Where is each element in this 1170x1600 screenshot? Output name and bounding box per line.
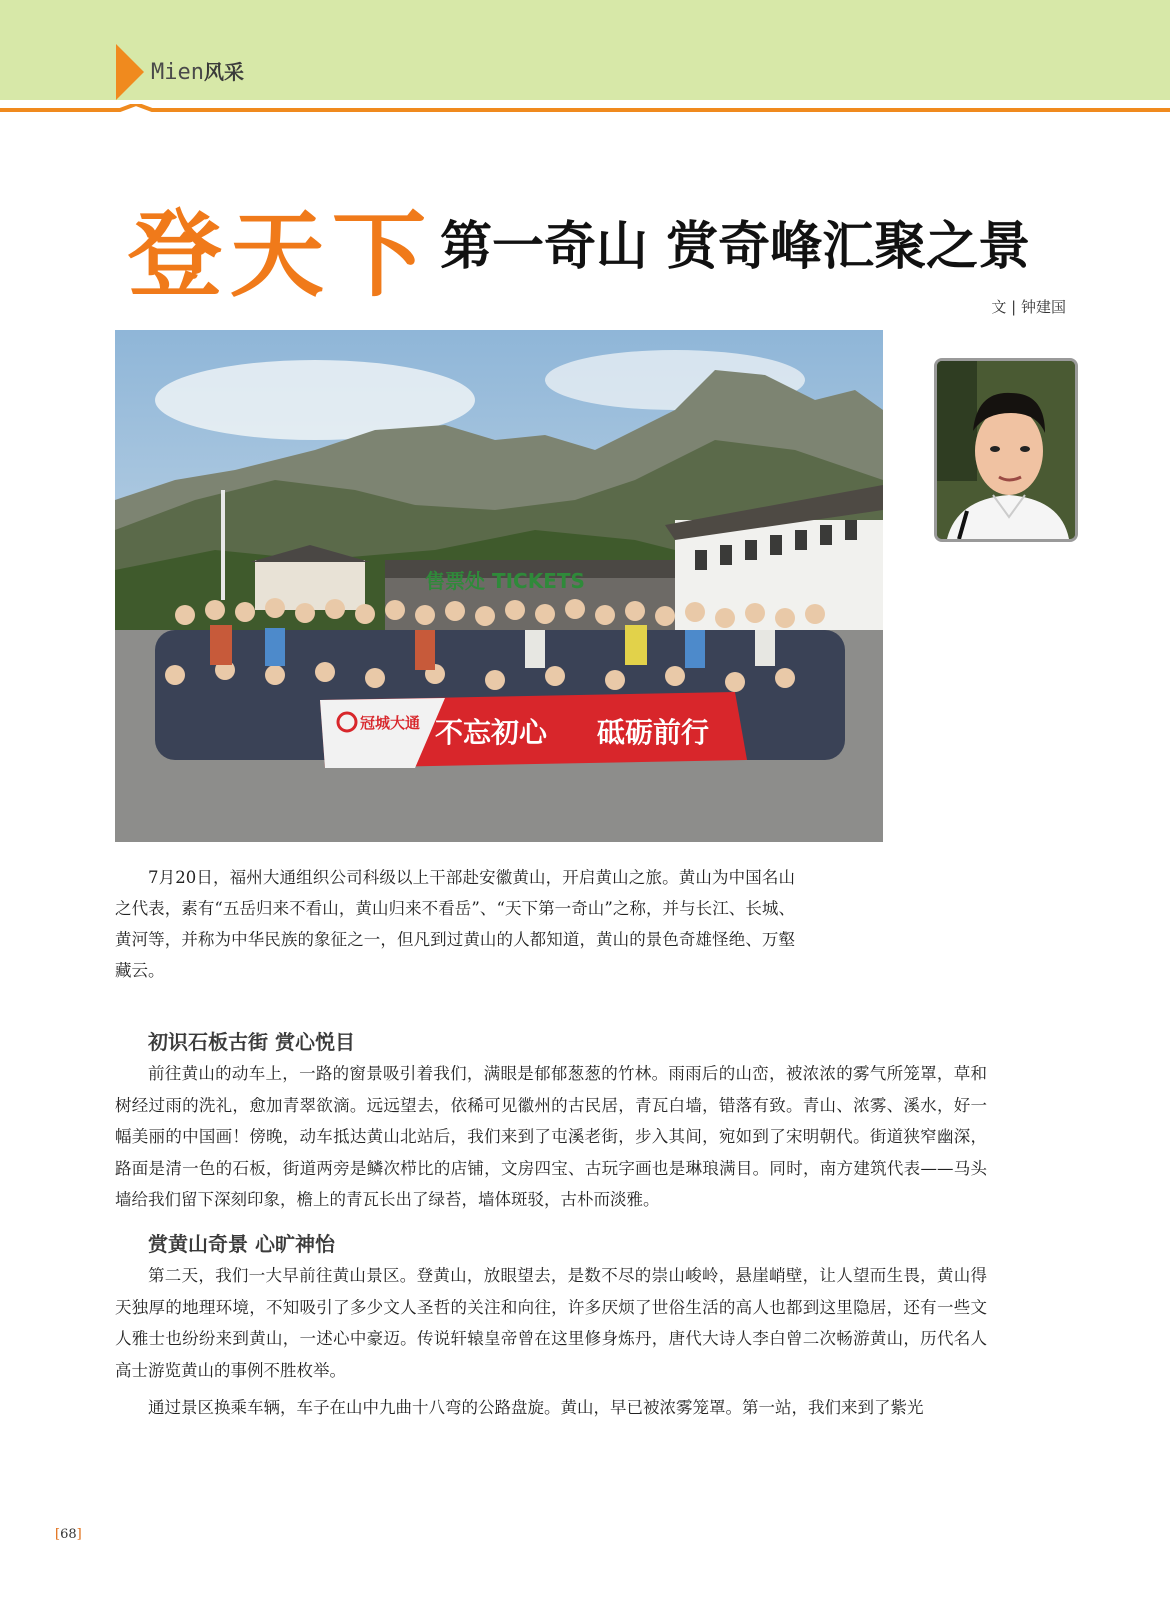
group-photo bbox=[115, 330, 883, 842]
section-2-paragraph-2: 通过景区换乘车辆，车子在山中九曲十八弯的公路盘旋。黄山，早已被浓雾笼罩。第一站，我们来到了紫光 bbox=[148, 1398, 924, 1417]
tickets-sign: 售票处 TICKETS bbox=[425, 569, 585, 593]
banner-logo: 冠城大通 bbox=[360, 714, 421, 732]
page-number: [68] bbox=[55, 1527, 82, 1542]
section-1-paragraph: 前往黄山的动车上，一路的窗景吸引着我们，满眼是郁郁葱葱的竹林。雨雨后的山峦，被浓浓的雾气所笼罩，草和树经过雨的洗礼，愈加青翠欲滴。远远望去，依稀可见徽州的古民居，青瓦白墙，错落有致。青山、浓雾、溪水，好一幅美丽的中国画！傍晚，动车抵达黄山北站后，我们来到了屯溪老街，步入其间，宛如到了宋明朝代。街道狭窄幽深，路面是清一色的石板，街道两旁是鳞次栉比的店铺，文房四宝、古玩字画也是琳琅满目。同时，南方建筑代表——马头墙给我们留下深刻印象，檐上的青瓦长出了绿苔，墙体斑驳，古朴而淡雅。 bbox=[115, 1064, 987, 1209]
banner-slogan-2: 砥砺前行 bbox=[597, 716, 710, 749]
article-title: 第一奇山 赏奇峰汇聚之景 bbox=[440, 216, 1031, 277]
section-tag-en: Mien bbox=[151, 60, 204, 85]
article-title-highlight: 登天下 bbox=[128, 201, 435, 310]
section-2-paragraph-1: 第二天，我们一大早前往黄山景区。登黄山，放眼望去，是数不尽的崇山峻岭，悬崖峭壁，让人望而生畏，黄山得天独厚的地理环境，不知吸引了多少文人圣哲的关注和向往，许多厌烦了世俗生活的高人也都到这里隐居，还有一些文人雅士也纷纷来到黄山，一述心中豪迈。传说轩辕皇帝曾在这里修身炼丹，唐代大诗人李白曾二次畅游黄山，历代名人高士游览黄山的事例不胜枚举。 bbox=[115, 1266, 987, 1380]
section-arrow-icon bbox=[116, 44, 144, 100]
intro-text: 7月20日，福州大通组织公司科级以上干部赴安徽黄山，开启黄山之旅。黄山为中国名山之代表，素有“五岳归来不看山，黄山归来不看岳”、“天下第一奇山”之称，并与长江、长城、黄河等，并称为中华民族的象征之一，但凡到过黄山的人都知道，黄山的景色奇雄怪绝、万壑藏云。 bbox=[115, 868, 795, 980]
section-body-1 bbox=[115, 1058, 987, 1216]
page-number-value: 68 bbox=[60, 1527, 77, 1542]
header-divider bbox=[0, 104, 1170, 112]
section-tag bbox=[151, 54, 244, 90]
section-heading-1: 初识石板古街 赏心悦目 bbox=[148, 1030, 355, 1054]
banner-slogan-1: 不忘初心 bbox=[435, 716, 548, 749]
byline: 文 | 钟建国 bbox=[991, 298, 1066, 316]
section-tag-cn: 风采 bbox=[203, 60, 244, 84]
section-heading-2: 赏黄山奇景 心旷神怡 bbox=[148, 1232, 335, 1256]
section-body-2 bbox=[115, 1260, 987, 1424]
intro-paragraph bbox=[115, 862, 795, 986]
author-portrait bbox=[934, 358, 1078, 542]
